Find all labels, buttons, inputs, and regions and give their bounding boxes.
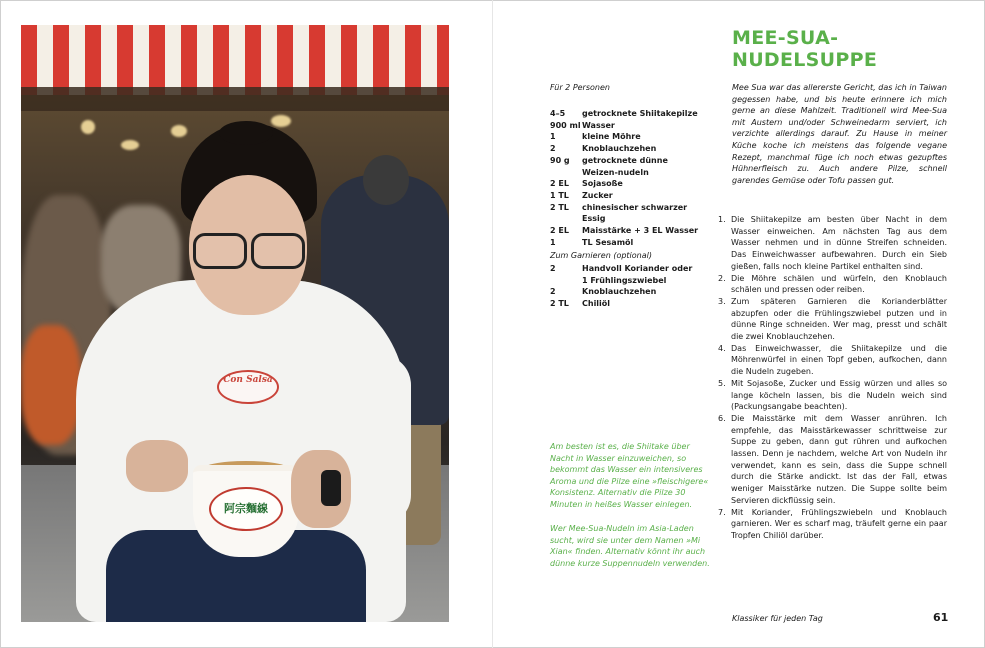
garnish-list <box>550 263 700 310</box>
shirt-logo: Con Salsa <box>217 370 279 404</box>
tip-noodles: Wer Mee-Sua-Nudeln im Asia-Laden sucht, wird sie unter dem Namen »Mi Xian« finden. Alternativ könnt ihr auch dünne kurze Suppennudeln verwenden. <box>550 524 710 568</box>
ingredient-row: 2 EL Maisstärke + 3 EL Wasser <box>550 226 699 236</box>
step-item: 2. Die Möhre schälen und würfeln, den Knoblauch schälen und pressen oder reiben. <box>718 273 947 295</box>
ingredient-row: 4–5 getrocknete Shiitakepilze <box>550 109 698 118</box>
recipe-photo <box>21 25 449 622</box>
step-item: 4. Das Einweichwasser, die Shiitakepilze und die Möhrenwürfel in einen Topf geben, aufkochen, dann die Nudeln zugeben. <box>718 343 947 377</box>
step-item: 5. Mit Sojasoße, Zucker und Essig würzen und alles so lange köcheln lassen, bis die Nudeln weich sind (Packungsangabe beachten). <box>718 378 947 412</box>
ingredient-row: 1 TL Sesamöl <box>550 237 634 247</box>
watch-icon <box>321 470 341 506</box>
book-gutter <box>492 0 493 648</box>
section-footer: Klassiker für jeden Tag <box>732 614 823 623</box>
page-number: 61 <box>933 611 949 624</box>
method-steps <box>718 214 947 542</box>
striped-awning <box>21 25 449 95</box>
tip-soaking: Am besten ist es, die Shiitake über Nacht in Wasser einzuweichen, so bekommt das Wasser ein intensiveres Aroma und die Pilze eine »fleischigere« Konsistenz. Alternativ die Pilze 30 Minuten in heißes Wasser einlegen. <box>550 442 709 509</box>
ingredient-row: 1 kleine Möhre <box>550 132 641 142</box>
ingredient-row: 2 Knoblauchzehen <box>550 144 657 154</box>
garnish-row: 2 TL Chiliöl <box>550 299 611 309</box>
ingredient-row: 900 ml Wasser <box>550 120 615 130</box>
ingredient-row: 2 EL Sojasoße <box>550 179 623 189</box>
ingredient-row: 90 g getrocknete dünne Weizen-nudeln <box>550 155 668 177</box>
garnish-heading: Zum Garnieren (optional) <box>550 251 652 260</box>
step-item: 6. Die Maisstärke mit dem Wasser anrühren. Ich empfehle, das Maisstärkewasser schrittweise zur Suppe zu geben, dann gut rühren und aufkochen lassen. Denn je nachdem, welche Art von Nudeln ihr verwendet, kann es sein, dass die Suppe schnell durch die Stärke andickt. Ist das der Fall, etwas weniger Maisstärke nutzen. Die Suppe sollte beim Servieren dickflüssig sein. <box>718 413 947 505</box>
ingredients-list <box>550 108 700 248</box>
step-item: 3. Zum späteren Garnieren die Korianderblätter abzupfen oder die Frühlingszwiebel putzen und in dünne Ringe schneiden. Wer mag, presst und schält die zwei Knoblauchzehen. <box>718 296 947 342</box>
ingredient-row: 2 TL chinesischer schwarzer Essig <box>550 202 688 224</box>
garnish-row: 2 Handvoll Koriander oder 1 Frühlingszwiebel <box>550 264 693 285</box>
garnish-row: 2 Knoblauchzehen <box>550 287 657 297</box>
glasses-icon <box>193 233 305 267</box>
step-item: 7. Mit Koriander, Frühlingszwiebeln und Knoblauch garnieren. Wer es scharf mag, träufelt gerne ein paar Tropfen Chiliöl darüber. <box>718 507 947 540</box>
bowl-label: 阿宗麵線 <box>209 487 283 531</box>
ingredient-row: 1 TL Zucker <box>550 190 613 200</box>
step-item: 1. Die Shiitakepilze am besten über Nacht in dem Wasser einweichen. Am nächsten Tag aus dem Wasser nehmen und in dünne Streifen schneiden. Das Einweichwasser aufbewahren. Durch ein Sieb gießen, falls noch kleine Partikel enthalten sind. <box>718 215 947 271</box>
recipe-intro: Mee Sua war das allererste Gericht, das ich in Taiwan gegessen habe, und bis heute erinnere ich mich gerne an diese Mahlzeit. Traditionell wird Mee-Sua mit Austern und/oder Schweinedarm serviert, ich verzichte allerdings darauf. Zu Hause in meiner Küche koche ich meistens das folgende vegane Rezept, manchmal füge ich noch etwas gezupftes Hühnerfleisch zu. Auch andere Pilze, schnell garendes Gemüse oder Tofu passen gut. <box>732 83 947 185</box>
servings: Für 2 Personen <box>550 83 610 92</box>
recipe-title: MEE-SUA- NUDELSUPPE <box>732 27 878 71</box>
